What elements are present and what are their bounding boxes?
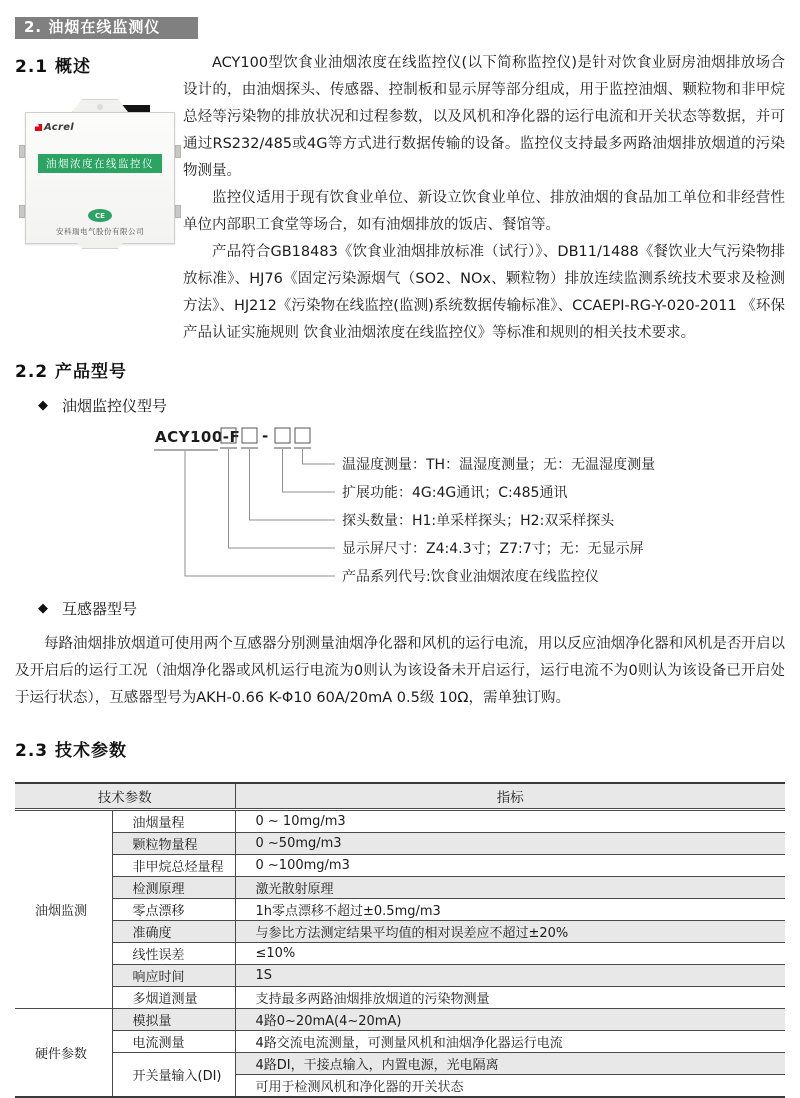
model-code-box [275, 428, 290, 443]
param-name-cell: 模拟量 [112, 1008, 235, 1030]
model-dash: - [262, 427, 269, 445]
param-value-cell: 1h零点漂移不超过±0.5mg/m3 [235, 898, 785, 920]
monitor-model-bullet-label: 油烟监控仪型号 [62, 397, 168, 415]
table-row [15, 1008, 785, 1030]
device-enclosure [25, 112, 175, 244]
param-value-cell: 4路DI，干接点输入，内置电源，光电隔离 [235, 1052, 785, 1074]
model-label-series-code: 产品系列代号:饮食业油烟浓度在线监控仪 [342, 569, 599, 585]
param-value-cell: 激光散射原理 [235, 876, 785, 898]
params-heading: 2.3 技术参数 [15, 741, 128, 761]
overview-paragraph-2: 监控仪适用于现有饮食业单位、新设立饮食业单位、排放油烟的食品加工单位和非经营性单位内部职工食堂等场合，如有油烟排放的饭店、餐馆等。 [183, 190, 785, 233]
table-row [15, 876, 785, 898]
header-cell-index: 指标 [235, 783, 785, 809]
param-name-cell: 响应时间 [112, 964, 235, 986]
overview-left-column [15, 52, 183, 347]
param-value-cell: 支持最多两路油烟排放烟道的污染物测量 [235, 986, 785, 1008]
overview-paragraph-1: ACY100型饮食业油烟浓度在线监控仪(以下简称监控仪)是针对饮食业厨房油烟排放场合设计的，由油烟探头、传感器、控制板和显示屏等部分组成，用于监控油烟、颗粒物和非甲烷总烃等污染物的排放状况和过程参数，以及风机和净化器的运行电流和开关状态等数据，并可通过RS232/485或4G等方式进行数据传输的设备。监控仪支持最多两路油烟排放烟道的污染物测量。 [183, 55, 785, 179]
param-name-cell: 非甲烷总烃量程 [112, 854, 235, 876]
model-label-temp-humidity: 温湿度测量：TH：温湿度测量；无：无温湿度测量 [342, 457, 656, 473]
group-cell-hardware-params: 硬件参数 [15, 1008, 112, 1097]
param-name-cell-di: 开关量输入(DI) [112, 1052, 235, 1097]
model-code-box [242, 428, 257, 443]
param-value-cell: ≤10% [235, 942, 785, 964]
param-name-cell: 检测原理 [112, 876, 235, 898]
diamond-bullet-icon: ◆ [38, 398, 48, 413]
side-clamp-icon [19, 205, 25, 218]
device-label-banner: 油烟浓度在线监控仪 [38, 154, 162, 173]
param-name-cell: 颗粒物量程 [112, 832, 235, 854]
param-name-cell: 油烟量程 [112, 809, 235, 832]
diagram-connector-line [250, 449, 336, 520]
param-name-cell: 零点漂移 [112, 898, 235, 920]
acrel-logo-icon [35, 124, 42, 131]
ce-mark-icon: CE [88, 209, 112, 222]
param-value-cell: 4路0~20mA(4~20mA) [235, 1008, 785, 1030]
table-row [15, 854, 785, 876]
monitor-model-bullet [38, 395, 785, 416]
device-mount-bracket-top [72, 99, 128, 112]
diagram-connector-line [283, 449, 336, 492]
ct-model-bullet [38, 598, 785, 619]
model-label-display-size: 显示屏尺寸：Z4:4.3寸；Z7:7寸；无：无显示屏 [342, 541, 644, 557]
company-name: 安科瑞电气股份有限公司 [56, 227, 144, 236]
param-value-cell: 1S [235, 964, 785, 986]
model-heading: 2.2 产品型号 [15, 362, 128, 382]
device-photo [20, 99, 180, 249]
table-row [15, 1052, 785, 1074]
device-mount-bracket-bottom [72, 237, 128, 249]
param-value-cell: 与参比方法测定结果平均值的相对误差应不超过±20% [235, 920, 785, 942]
ct-paragraph [15, 631, 785, 712]
table-row [15, 1030, 785, 1052]
param-value-cell: 0 ~50mg/m3 [235, 832, 785, 854]
diagram-connector-line [185, 451, 335, 576]
model-label-expansion: 扩展功能：4G:4G通讯；C:485通讯 [342, 485, 568, 501]
param-value-cell: 可用于检测风机和净化器的开关状态 [235, 1074, 785, 1097]
param-name-cell: 准确度 [112, 920, 235, 942]
table-row [15, 832, 785, 854]
param-name-cell: 多烟道测量 [112, 986, 235, 1008]
model-label-probe-count: 探头数量：H1:单采样探头；H2:双采样探头 [342, 513, 615, 529]
overview-paragraph-3: 产品符合GB18483《饮食业油烟排放标准（试行）》、DB11/1488《餐饮业大气污染物排放标准》、HJ76《固定污染源烟气（SO2、NOx、颗粒物）排放连续监测系统技术要求及检测方法》、HJ212《污染物在线监控(监测)系统数据传输标准》、CCAEPI-RG-Y-020-2011 《环保产品认证实施规则 饮食业油烟浓度在线监控仪》等标准和规则的相关技术要求。 [183, 244, 785, 341]
tech-params-table [15, 782, 785, 1098]
brand-name: Acrel [44, 122, 75, 133]
param-name-cell: 线性误差 [112, 942, 235, 964]
table-row [15, 942, 785, 964]
diagram-connector-line [303, 449, 336, 464]
section-header-bar: 2. 油烟在线监测仪 [15, 17, 198, 39]
param-value-cell: 0 ~100mg/m3 [235, 854, 785, 876]
overview-text [183, 50, 785, 347]
side-clamp-icon [175, 145, 181, 158]
table-row [15, 964, 785, 986]
param-value-cell: 0 ~ 10mg/m3 [235, 809, 785, 832]
table-row [15, 986, 785, 1008]
overview-section [15, 52, 785, 347]
side-clamp-icon [19, 145, 25, 158]
mount-hole [97, 104, 103, 110]
diamond-bullet-icon: ◆ [38, 601, 48, 616]
group-cell-fume-monitoring: 油烟监测 [15, 809, 112, 1008]
param-name-cell: 电流测量 [112, 1030, 235, 1052]
header-cell-param: 技术参数 [15, 783, 235, 809]
ct-paragraph-text: 每路油烟排放烟道可使用两个互感器分别测量油烟净化器和风机的运行电流，用以反应油烟净化器和风机是否开启以及开启后的运行工况（油烟净化器或风机运行电流为0则认为该设备未开启运行，运行电流不为0则认为该设备已开启处于运行状态），互感器型号为AKH-0.66 K-Φ10 60A/20mA 0.5级 10Ω，需单独订购。 [15, 636, 785, 706]
overview-heading: 2.1 概述 [15, 57, 92, 77]
side-clamp-icon [175, 205, 181, 218]
model-code-diagram [15, 422, 785, 586]
model-prefix: ACY100-F [155, 428, 241, 446]
brand-logo [35, 122, 174, 133]
table-header-row [15, 783, 785, 809]
model-code-box [295, 428, 310, 443]
table-row [15, 898, 785, 920]
ct-model-bullet-label: 互感器型号 [62, 600, 138, 618]
param-value-cell: 4路交流电流测量，可测量风机和油烟净化器运行电流 [235, 1030, 785, 1052]
table-row [15, 920, 785, 942]
table-row [15, 809, 785, 832]
